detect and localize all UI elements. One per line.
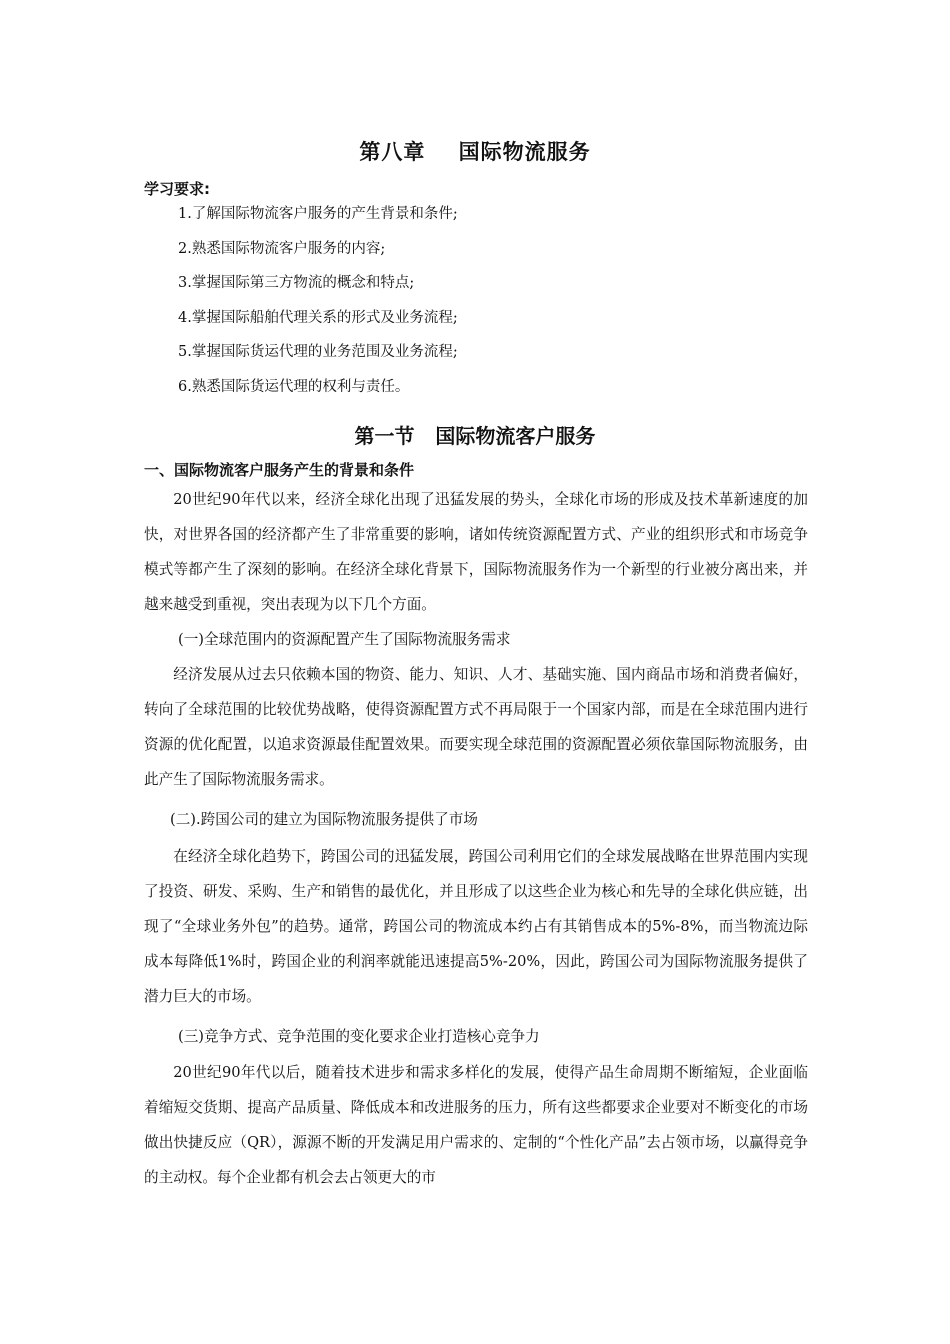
section-title: 第一节 国际物流客户服务: [354, 424, 596, 448]
subsection-heading: 一、国际物流客户服务产生的背景和条件: [144, 461, 415, 479]
body-paragraph: 20世纪90年代以后，随着技术进步和需求多样化的发展，使得产品生命周期不断缩短，企业面临着缩短交货期、提高产品质量、降低成本和改进服务的压力，所有这些都要求企业要对不断变化的市场做出快捷反应（QR），源源不断的开发满足用户需求的、定制的“个性化产品”去占领市场，以赢得竞争的主动权。每个企业都有机会去占领更大的市: [144, 1064, 808, 1186]
requirement-item: 6.熟悉国际货运代理的权利与责任。: [178, 378, 410, 395]
paragraph-heading: (二).跨国公司的建立为国际物流服务提供了市场: [170, 811, 478, 828]
paragraph-heading: (一)全球范围内的资源配置产生了国际物流服务需求: [178, 631, 511, 648]
requirement-item: 1.了解国际物流客户服务的产生背景和条件;: [178, 206, 458, 222]
chapter-title: 第八章 国际物流服务: [359, 140, 591, 164]
requirements-heading: 学习要求:: [144, 180, 210, 198]
paragraph-heading: (三)竞争方式、竞争范围的变化要求企业打造核心竞争力: [178, 1028, 540, 1045]
body-paragraph: 20世纪90年代以来，经济全球化出现了迅猛发展的势头，全球化市场的形成及技术革新速度的加快，对世界各国的经济都产生了非常重要的影响，诸如传统资源配置方式、产业的组织形式和市场竞争模式等都产生了深刻的影响。在经济全球化背景下，国际物流服务作为一个新型的行业被分离出来，并越来越受到重视，突出表现为以下几个方面。: [144, 491, 808, 613]
requirement-item: 4.掌握国际船舶代理关系的形式及业务流程;: [178, 309, 458, 326]
requirement-item: 2.熟悉国际物流客户服务的内容;: [178, 240, 386, 257]
requirements-list: [178, 202, 458, 409]
requirement-item: 3.掌握国际第三方物流的概念和特点;: [178, 275, 415, 291]
body-paragraph: 在经济全球化趋势下，跨国公司的迅猛发展，跨国公司利用它们的全球发展战略在世界范围内实现了投资、研发、采购、生产和销售的最优化，并且形成了以这些企业为核心和先导的全球化供应链，出现了“全球业务外包”的趋势。通常，跨国公司的物流成本约占有其销售成本的5%-8%，而当物流边际成本每降低1%时，跨国企业的利润率就能迅速提高5%-20%，因此，跨国公司为国际物流服务提供了潜力巨大的市场。: [144, 848, 808, 1005]
body-paragraph: 经济发展从过去只依赖本国的物资、能力、知识、人才、基础实施、国内商品市场和消费者偏好，转向了全球范围的比较优势战略，使得资源配置方式不再局限于一个国家内部，而是在全球范围内进行资源的优化配置，以追求资源最佳配置效果。而要实现全球范围的资源配置必须依靠国际物流服务，由此产生了国际物流服务需求。: [144, 666, 808, 788]
requirement-item: 5.掌握国际货运代理的业务范围及业务流程;: [178, 344, 458, 360]
